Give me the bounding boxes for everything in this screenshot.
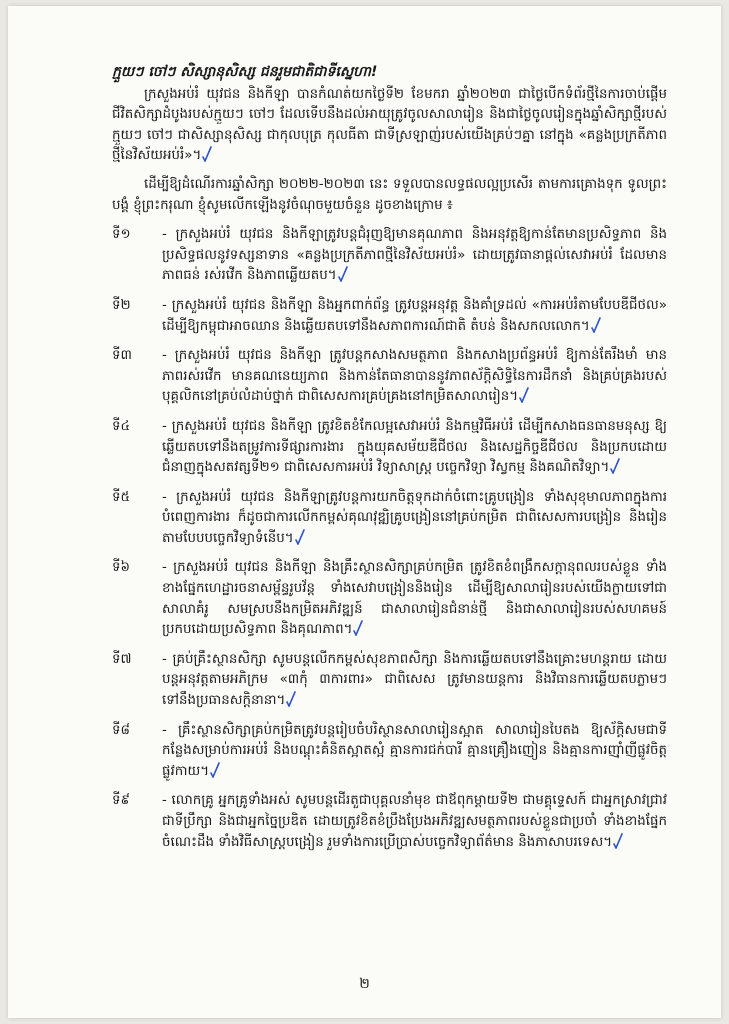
page-number: ២ — [359, 976, 370, 992]
item-number: ទី៣ — [112, 348, 132, 364]
item-number: ទី៨ — [112, 722, 130, 738]
item-text: - ក្រសួងអប់រំ យុវជន និងកីឡា និងគ្រឹះស្ថានសិក្សាគ្រប់កម្រិត ត្រូវខិតខំពង្រឹកសក្តានុពលរបស់ខ្លួន ទាំងខាងផ្នែកហេដ្ឋារចនាសម្ព័ន្ធរូបវ័ន្ត ទាំងសេវាបង្រៀននិងរៀន ដើម្បីឱ្យសាលារៀនរបស់យើងក្លាយទៅជាសាលាគំរូ សមស្របនឹងកម្រិតអភិវឌ្ឍន៍ ជាសាលារៀនជំនាន់ថ្មី និងជាសាលារៀនរបស់សហគមន៍ ប្រកបដោយប្រសិទ្ធភាព និងគុណភាព។ — [162, 560, 667, 638]
item-number: ទី៧ — [112, 651, 132, 667]
check-mark-icon — [295, 529, 305, 545]
list-item — [112, 791, 667, 853]
item-number: ទី១ — [112, 227, 131, 243]
item-number: ទី៦ — [112, 560, 130, 576]
list-item — [112, 225, 667, 287]
item-number: ទី៤ — [112, 418, 130, 434]
check-mark-icon — [202, 146, 212, 162]
list-item — [112, 296, 667, 337]
item-text: - គ្រប់គ្រឹះស្ថានសិក្សា សូមបន្តលើកកម្ពស់សុខភាពសិក្សា និងការឆ្លើយតបទៅនឹងគ្រោះមហន្តរាយ ដោយបន្តអនុវត្តតាមអភិក្រម «៣កុំ ៣ការពារ» ជាពិសេស ត្រូវមានយន្តការ និងវិធានការឆ្លើយតបភ្លាមៗ ទៅនឹងប្រធានសក្តិនានា។ — [162, 651, 667, 709]
check-mark-icon — [353, 620, 363, 636]
check-mark-icon — [338, 266, 348, 282]
check-mark-icon — [286, 691, 296, 707]
intro-paragraph: ក្រសួងអប់រំ យុវជន និងកីឡា បានកំណត់យកថ្ងៃទី២ ខែមករា ឆ្នាំ២០២៣ ជាថ្ងៃបើកទំព័រថ្មីនៃការចាប់ផ្តើមជីវិតសិក្សាដំបូងរបស់ក្មួយៗ ចៅៗ ដែលទើបនឹងដល់អាយុត្រូវចូលសាលារៀន និងជាថ្ងៃចូលរៀនក្នុងឆ្នាំសិក្សាថ្មីរបស់ក្មួយៗ ចៅៗ ជាសិស្សានុសិស្ស ជាកុលបុត្រ កុលធីតា ជាទីស្រឡាញ់របស់យើងគ្រប់ៗគ្នា នៅក្នុង «គន្លងប្រក្រតីភាពថ្មីនៃវិស័យអប់រំ»។ — [112, 86, 667, 164]
check-mark-icon — [519, 387, 529, 403]
list-item — [112, 417, 667, 479]
list-item — [112, 650, 667, 712]
list-item — [112, 346, 667, 408]
intro-paragraph: ដើម្បីឱ្យដំណើរការឆ្នាំសិក្សា ២០២២-២០២៣ នេះ ទទួលបានលទ្ធផលល្អប្រសើរ តាមការគ្រោងទុក ទូលព្រះបង្គំ ខ្ញុំព្រះករុណា ខ្ញុំសូមលើកឡើងនូវចំណុចមួយចំនួន ដូចខាងក្រោម ៖ — [112, 176, 667, 213]
item-number: ទី២ — [112, 297, 131, 313]
item-text: - ក្រសួងអប់រំ យុវជន និងកីឡា និងអ្នកពាក់ព័ន្ធ ត្រូវបន្តអនុវត្ត និងគាំទ្រដល់ «ការអប់រំតាមបែបឌីជីថល» ដើម្បីឱ្យកម្ពុជាអាចឈាន និងឆ្លើយតបទៅនឹងសភាពការណ៍ជាតិ តំបន់ និងសកលលោក។ — [162, 297, 667, 334]
document-page — [8, 6, 721, 1018]
item-text: - ក្រសួងអប់រំ យុវជន និងកីឡា ត្រូវបន្តកសាងសមត្ថភាព និងកសាងប្រព័ន្ធអប់រំ ឱ្យកាន់តែរឹងមាំ មានភាពរស់រវើក មានគណនេយ្យភាព និងកាន់តែធានាបាននូវភាពស័ក្តិសិទ្ធិនៃការដឹកនាំ និងគ្រប់គ្រងរបស់បុគ្គលិកនៅគ្រប់លំដាប់ថ្នាក់ ជាពិសេសការគ្រប់គ្រងនៅកម្រិតសាលារៀន។ — [162, 348, 667, 405]
item-number: ទី៩ — [112, 793, 130, 809]
item-number: ទី៥ — [112, 489, 130, 505]
list-item — [112, 488, 667, 550]
item-text: - គ្រឹះស្ថានសិក្សាគ្រប់កម្រិតត្រូវបន្តរៀបចំបរិស្ថានសាលារៀនស្អាត សាលារៀនបៃតង ឱ្យស័ក្តិសមជាទីកន្លែងសម្រាប់ការអប់រំ និងបណ្តុះគំនិតស្អាតស្អំ គ្មានការជក់បារី គ្មានគ្រឿងញៀន និងគ្មានការញ៉ាំញីផ្លូវចិត្ត ផ្លូវកាយ។ — [162, 722, 667, 779]
check-mark-icon — [610, 458, 620, 474]
item-text: - លោកគ្រូ អ្នកគ្រូទាំងអស់ សូមបន្តដើរតួជាបុគ្គលនាំមុខ ជាឪពុកម្តាយទី២ ជាមគ្គុទ្ទេសក៍ ជាអ្នកស្រាវជ្រាវ ជាទីប្រឹក្សា និងជាអ្នកច្នៃប្រឌិត ដោយត្រូវខិតខំប្រឹងប្រែងអភិវឌ្ឍសមត្ថភាពរបស់ខ្លួនជាប្រចាំ ទាំងខាងផ្នែកចំណេះដឹង ទាំងវិធីសាស្ត្របង្រៀន រួមទាំងការប្រើប្រាស់បច្ចេកវិទ្យាព័ត៌មាន និងភាសាបរទេស។ — [162, 793, 667, 850]
list-item — [112, 558, 667, 640]
greeting-heading: ក្មួយៗ ចៅៗ សិស្សានុសិស្ស ជនរួមជាតិជាទីស្នេហា! — [112, 64, 378, 80]
check-mark-icon — [591, 317, 601, 333]
item-text: - ក្រសួងអប់រំ យុវជន និងកីឡាត្រូវបន្តការយកចិត្តទុកដាក់ចំពោះគ្រូបង្រៀន ទាំងសុខុមាលភាពក្នុងការបំពេញការងារ ក៏ដូចជាការលើកកម្ពស់គុណវុឌ្ឍិគ្រូបង្រៀននៅគ្រប់កម្រិត ជាពិសេសការបង្រៀន និងរៀនតាមបែបបច្ចេកវិទ្យាទំនើប។ — [162, 489, 667, 546]
item-text: - ក្រសួងអប់រំ យុវជន និងកីឡាត្រូវបន្តជំរុញឱ្យមានគុណភាព និងអនុវត្តឱ្យកាន់តែមានប្រសិទ្ធភាព និង ប្រសិទ្ធផលនូវទស្សនាទាន «គន្លងប្រក្រតីភាពថ្មីនៃវិស័យអប់រំ» ដោយត្រូវធានាផ្តល់សេវាអប់រំ ដែលមានភាពធន់ រស់រវើក និងភាពឆ្លើយតប។ — [162, 227, 667, 284]
check-mark-icon — [210, 762, 220, 778]
item-text: - ក្រសួងអប់រំ យុវជន និងកីឡា ត្រូវខិតខំកែលម្អសេវាអប់រំ និងកម្មវិធីអប់រំ ដើម្បីកសាងធនធានមនុស្ស ឱ្យឆ្លើយតបទៅនឹងតម្រូវការទីផ្សារការងារ ក្នុងយុគសម័យឌីជីថល និងសេដ្ឋកិច្ចឌីជីថល និងប្រកបដោយជំនាញក្នុងសតវត្សទី២១ ជាពិសេសការអប់រំ វិទ្យាសាស្ត្រ បច្ចេកវិទ្យា វិស្វកម្ម និងគណិតវិទ្យា។ — [162, 418, 667, 476]
document-body — [112, 62, 667, 853]
list-item — [112, 721, 667, 783]
check-mark-icon — [613, 833, 623, 849]
